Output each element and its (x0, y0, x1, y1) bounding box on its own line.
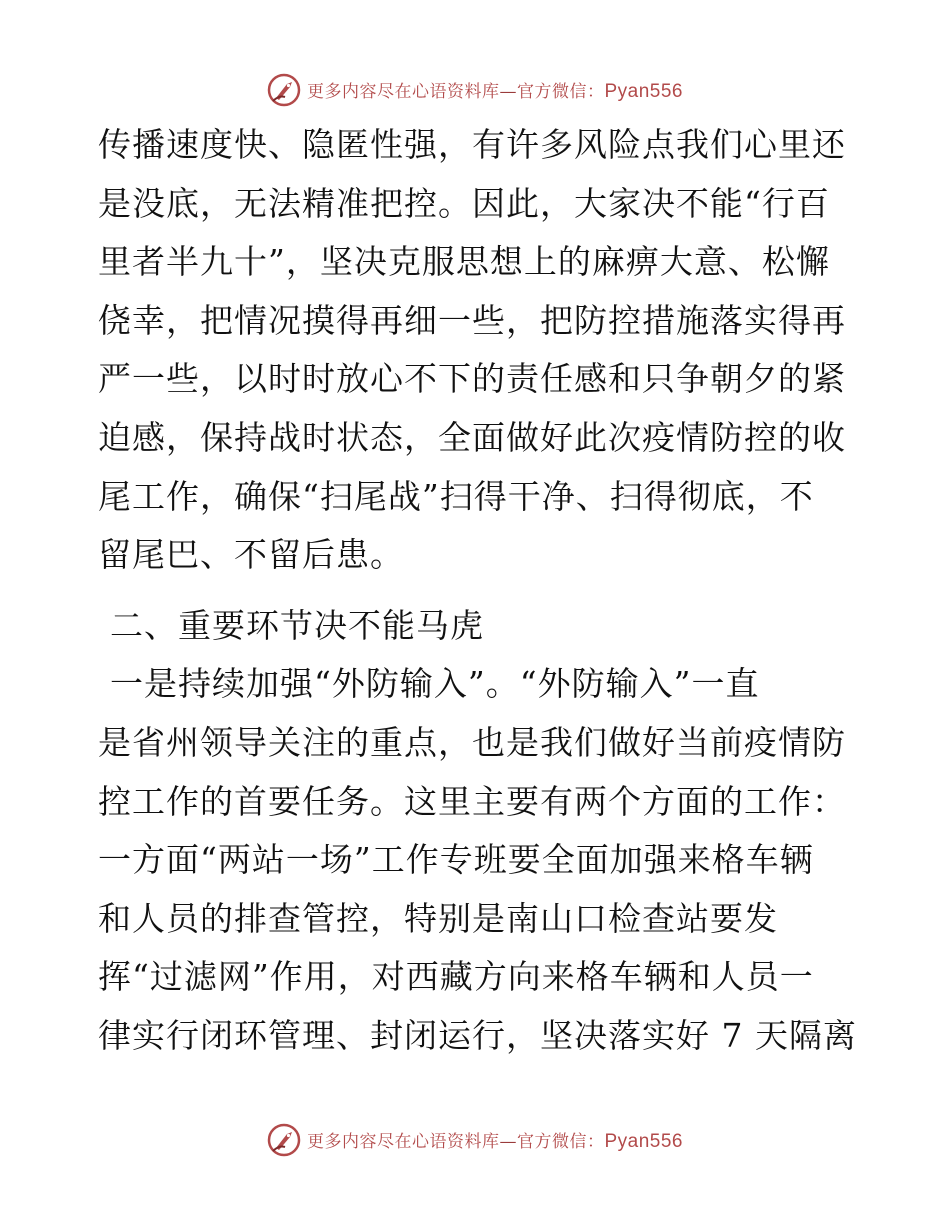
pen-nib-logo-icon (267, 73, 301, 107)
paragraph2-line: 挥“过滤网”作用，对西藏方向来格车辆和人员一 (98, 957, 814, 997)
footer-banner (0, 1120, 950, 1160)
paragraph2-line: 律实行闭环管理、封闭运行，坚决落实好 7 天隔离 (98, 1015, 857, 1055)
footer-account-text: Pyan556 (604, 1131, 683, 1152)
header-suffix-text: 官方微信： (516, 82, 605, 102)
header-banner (0, 70, 950, 110)
paragraph2-line: 是省州领导关注的重点，也是我们做好当前疫情防 (98, 722, 846, 762)
header-promo-text: 更多内容尽在心语资料库 (306, 82, 500, 102)
paragraph1-line: 迫感，保持战时状态，全面做好此次疫情防控的收 (98, 417, 846, 457)
header-banner-text (307, 77, 683, 103)
paragraph1-line: 严一些，以时时放心不下的责任感和只争朝夕的紧 (98, 359, 846, 399)
footer-dash: — (499, 1132, 517, 1152)
pen-nib-logo-icon (267, 1123, 301, 1157)
paragraph1-line: 侥幸，把情况摸得再细一些，把防控措施落实得再 (98, 300, 846, 340)
footer-suffix-text: 官方微信： (516, 1132, 605, 1152)
paragraph1-line: 尾工作，确保“扫尾战”扫得干净、扫得彻底，不 (98, 476, 814, 516)
section-heading: 二、重要环节决不能马虎 (110, 605, 484, 645)
paragraph2-line: 一是持续加强“外防输入”。“外防输入”一直 (110, 664, 760, 704)
footer-promo-text: 更多内容尽在心语资料库 (306, 1132, 500, 1152)
paragraph2-line: 和人员的排查管控，特别是南山口检查站要发 (98, 898, 778, 938)
paragraph1-line: 是没底，无法精准把控。因此，大家决不能“行百 (98, 183, 830, 223)
paragraph2-line: 控工作的首要任务。这里主要有两个方面的工作： (98, 781, 846, 821)
footer-banner-text (307, 1127, 683, 1153)
paragraph2-line: 一方面“两站一场”工作专班要全面加强来格车辆 (98, 840, 814, 880)
header-account-text: Pyan556 (604, 81, 683, 102)
paragraph1-line: 留尾巴、不留后患。 (98, 535, 404, 575)
header-dash: — (499, 82, 517, 102)
paragraph1-line: 传播速度快、隐匿性强，有许多风险点我们心里还 (98, 125, 846, 164)
document-body (98, 116, 858, 1066)
paragraph1-line: 里者半九十”，坚决克服思想上的麻痹大意、松懈 (98, 242, 830, 282)
